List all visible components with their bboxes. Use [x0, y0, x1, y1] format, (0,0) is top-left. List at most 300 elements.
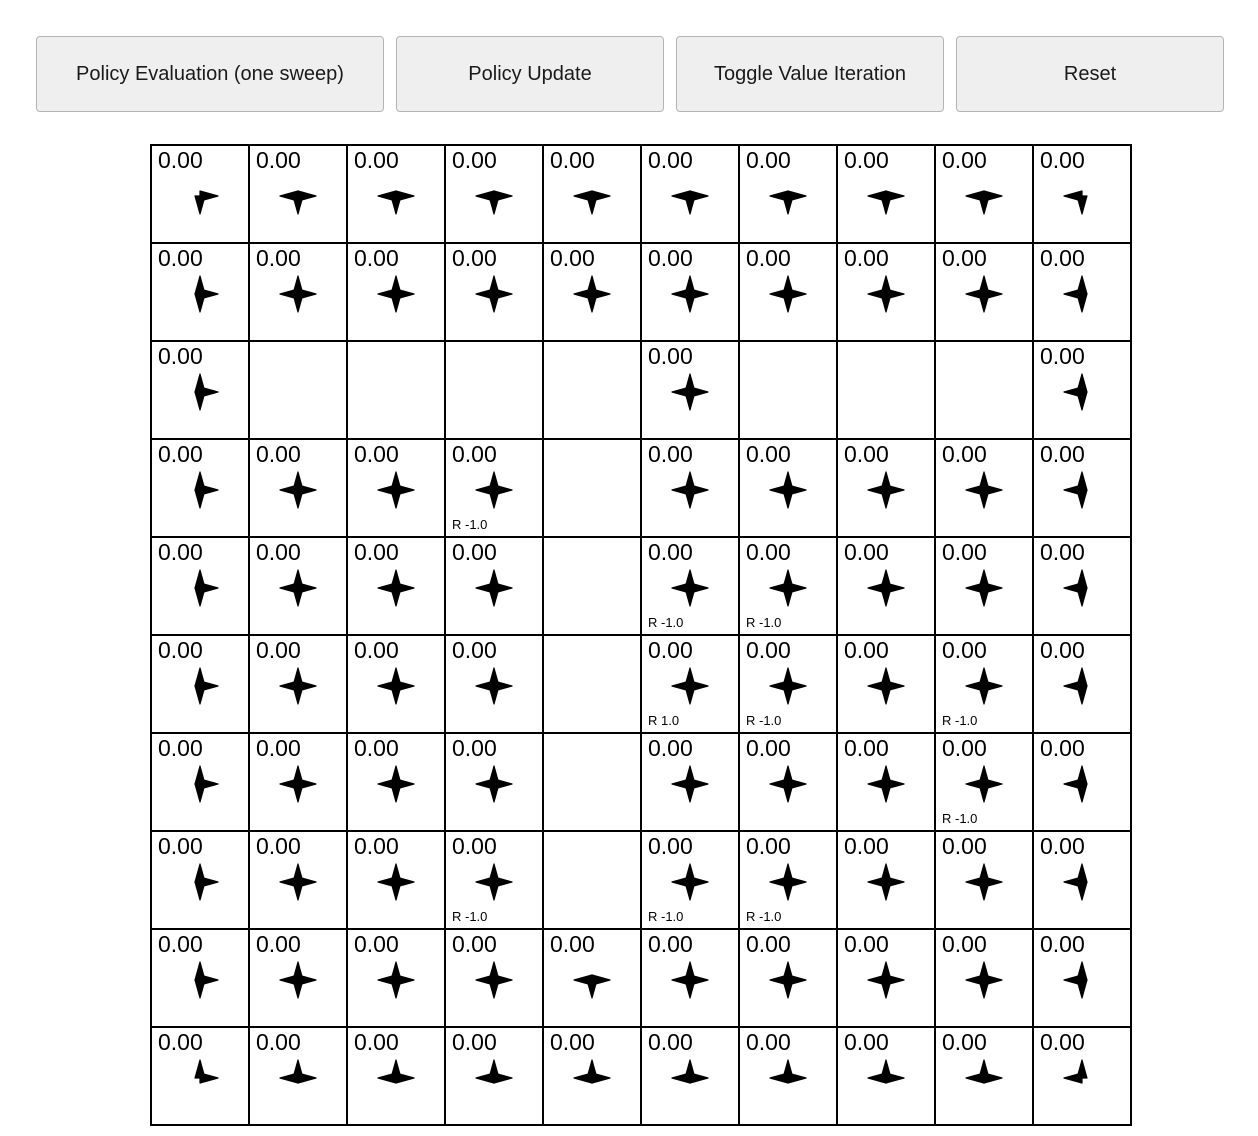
- grid-cell[interactable]: [249, 439, 347, 537]
- state-value: 0.00: [1040, 833, 1085, 859]
- policy-arrows-icon: [446, 664, 542, 708]
- grid-cell[interactable]: [249, 831, 347, 929]
- grid-cell-blocked[interactable]: [445, 341, 543, 439]
- grid-cell-inner: [642, 734, 738, 830]
- grid-cell-inner: [544, 146, 640, 242]
- grid-cell-inner: [446, 930, 542, 1026]
- grid-cell[interactable]: [935, 635, 1033, 733]
- policy-arrows-icon: [1034, 370, 1130, 414]
- grid-cell[interactable]: [151, 733, 249, 831]
- grid-cell[interactable]: [641, 831, 739, 929]
- grid-cell-inner: [446, 146, 542, 242]
- policy-arrows-icon: [348, 1056, 444, 1100]
- state-value: 0.00: [648, 343, 693, 369]
- grid-cell[interactable]: [445, 929, 543, 1027]
- grid-cell[interactable]: [1033, 733, 1131, 831]
- grid-cell-inner: [348, 636, 444, 732]
- grid-cell-blocked[interactable]: [543, 733, 641, 831]
- grid-row: [151, 537, 1131, 635]
- grid-cell[interactable]: [739, 1027, 837, 1125]
- grid-cell[interactable]: [1033, 243, 1131, 341]
- grid-cell[interactable]: [739, 439, 837, 537]
- grid-cell-inner: [348, 440, 444, 536]
- policy-arrows-icon: [838, 958, 934, 1002]
- state-value: 0.00: [158, 637, 203, 663]
- grid-cell[interactable]: [249, 635, 347, 733]
- state-value: 0.00: [648, 147, 693, 173]
- policy-arrows-icon: [544, 272, 640, 316]
- state-value: 0.00: [452, 539, 497, 565]
- grid-cell[interactable]: [347, 635, 445, 733]
- grid-cell[interactable]: [347, 733, 445, 831]
- policy-arrows-icon: [642, 272, 738, 316]
- grid-cell[interactable]: [641, 439, 739, 537]
- grid-cell-blocked[interactable]: [543, 537, 641, 635]
- policy-arrows-icon: [152, 370, 248, 414]
- grid-cell[interactable]: [445, 243, 543, 341]
- grid-cell-blocked[interactable]: [543, 439, 641, 537]
- policy-arrows-icon: [446, 1056, 542, 1100]
- grid-cell-inner: [740, 1028, 836, 1124]
- policy-arrows-icon: [838, 860, 934, 904]
- policy-arrows-icon: [446, 762, 542, 806]
- grid-cell[interactable]: [445, 145, 543, 243]
- grid-cell-inner: [446, 538, 542, 634]
- policy-arrows-icon: [1034, 958, 1130, 1002]
- grid-cell[interactable]: [837, 635, 935, 733]
- state-value: 0.00: [746, 735, 791, 761]
- grid-cell[interactable]: [935, 1027, 1033, 1125]
- policy-arrows-icon: [446, 566, 542, 610]
- grid-cell[interactable]: [347, 537, 445, 635]
- grid-cell-inner: [348, 832, 444, 928]
- state-value: 0.00: [942, 735, 987, 761]
- policy-arrows-icon: [544, 174, 640, 218]
- grid-cell[interactable]: [739, 929, 837, 1027]
- grid-cell-inner: [740, 538, 836, 634]
- policy-arrows-icon: [250, 664, 346, 708]
- grid-cell[interactable]: [641, 733, 739, 831]
- state-value: 0.00: [158, 343, 203, 369]
- grid-cell[interactable]: [935, 929, 1033, 1027]
- grid-cell-inner: [642, 538, 738, 634]
- policy-arrows-icon: [838, 174, 934, 218]
- state-value: 0.00: [746, 441, 791, 467]
- state-value: 0.00: [942, 147, 987, 173]
- state-value: 0.00: [1040, 931, 1085, 957]
- grid-cell[interactable]: [935, 439, 1033, 537]
- grid-cell-inner: [1034, 930, 1130, 1026]
- grid-cell[interactable]: [151, 635, 249, 733]
- grid-cell[interactable]: [935, 145, 1033, 243]
- grid-cell-inner: [152, 342, 248, 438]
- grid-cell[interactable]: [739, 831, 837, 929]
- grid-cell-inner: [250, 538, 346, 634]
- grid-cell-blocked[interactable]: [249, 341, 347, 439]
- state-value: 0.00: [452, 147, 497, 173]
- policy-arrows-icon: [936, 174, 1032, 218]
- grid-cell[interactable]: [641, 145, 739, 243]
- policy-update-button[interactable]: Policy Update: [396, 36, 664, 112]
- grid-cell[interactable]: [1033, 1027, 1131, 1125]
- reward-label: R -1.0: [746, 909, 782, 924]
- grid-cell[interactable]: [641, 929, 739, 1027]
- grid-cell[interactable]: [739, 537, 837, 635]
- grid-cell-blocked[interactable]: [543, 831, 641, 929]
- grid-row: [151, 1027, 1131, 1125]
- grid-cell-inner: [250, 930, 346, 1026]
- state-value: 0.00: [942, 245, 987, 271]
- grid-cell[interactable]: [347, 145, 445, 243]
- grid-cell-inner: [1034, 734, 1130, 830]
- grid-cell-inner: [838, 538, 934, 634]
- grid-cell-inner: [838, 930, 934, 1026]
- grid-cell[interactable]: [641, 1027, 739, 1125]
- grid-cell[interactable]: [935, 537, 1033, 635]
- grid-cell[interactable]: [151, 831, 249, 929]
- grid-cell[interactable]: [837, 537, 935, 635]
- grid-cell-inner: [1034, 244, 1130, 340]
- state-value: 0.00: [1040, 147, 1085, 173]
- grid-cell-blocked[interactable]: [543, 635, 641, 733]
- grid-cell[interactable]: [151, 1027, 249, 1125]
- state-value: 0.00: [1040, 343, 1085, 369]
- grid-cell[interactable]: [1033, 537, 1131, 635]
- policy-arrows-icon: [152, 174, 248, 218]
- grid-cell-inner: [348, 1028, 444, 1124]
- grid-cell-inner: [1034, 636, 1130, 732]
- toggle-value-iteration-button[interactable]: Toggle Value Iteration: [676, 36, 944, 112]
- state-value: 0.00: [746, 931, 791, 957]
- grid-cell[interactable]: [249, 929, 347, 1027]
- policy-arrows-icon: [838, 468, 934, 512]
- policy-evaluation-button[interactable]: Policy Evaluation (one sweep): [36, 36, 384, 112]
- grid-cell-inner: [446, 636, 542, 732]
- grid-cell[interactable]: [445, 1027, 543, 1125]
- grid-cell-inner: [446, 440, 542, 536]
- policy-arrows-icon: [642, 566, 738, 610]
- state-value: 0.00: [256, 931, 301, 957]
- policy-arrows-icon: [838, 664, 934, 708]
- state-value: 0.00: [648, 441, 693, 467]
- grid-cell[interactable]: [837, 929, 935, 1027]
- grid-cell[interactable]: [935, 733, 1033, 831]
- state-value: 0.00: [844, 539, 889, 565]
- state-value: 0.00: [550, 931, 595, 957]
- grid-row: [151, 929, 1131, 1027]
- grid-cell[interactable]: [837, 831, 935, 929]
- grid-cell[interactable]: [1033, 439, 1131, 537]
- policy-arrows-icon: [348, 468, 444, 512]
- state-value: 0.00: [354, 245, 399, 271]
- grid-cell-inner: [936, 636, 1032, 732]
- grid-cell-inner: [936, 930, 1032, 1026]
- grid-cell-inner: [838, 440, 934, 536]
- grid-cell-inner: [250, 636, 346, 732]
- grid-cell-inner: [250, 832, 346, 928]
- grid-cell[interactable]: [347, 1027, 445, 1125]
- grid-cell[interactable]: [641, 243, 739, 341]
- state-value: 0.00: [844, 931, 889, 957]
- state-value: 0.00: [256, 833, 301, 859]
- policy-arrows-icon: [348, 664, 444, 708]
- reward-label: R -1.0: [452, 909, 488, 924]
- grid-cell[interactable]: [543, 929, 641, 1027]
- grid-cell[interactable]: [837, 439, 935, 537]
- grid-cell[interactable]: [1033, 341, 1131, 439]
- grid-cell[interactable]: [641, 341, 739, 439]
- grid-cell-inner: [348, 538, 444, 634]
- reward-label: R -1.0: [942, 811, 978, 826]
- policy-arrows-icon: [152, 762, 248, 806]
- reset-button[interactable]: Reset: [956, 36, 1224, 112]
- grid-cell[interactable]: [347, 831, 445, 929]
- state-value: 0.00: [452, 833, 497, 859]
- grid-cell-inner: [250, 244, 346, 340]
- grid-cell[interactable]: [347, 243, 445, 341]
- reward-label: R 1.0: [648, 713, 680, 728]
- state-value: 0.00: [1040, 637, 1085, 663]
- state-value: 0.00: [648, 833, 693, 859]
- state-value: 0.00: [158, 735, 203, 761]
- policy-arrows-icon: [936, 272, 1032, 316]
- grid-cell[interactable]: [445, 439, 543, 537]
- policy-arrows-icon: [936, 664, 1032, 708]
- grid-cell-inner: [1034, 342, 1130, 438]
- grid-cell[interactable]: [249, 145, 347, 243]
- policy-arrows-icon: [838, 762, 934, 806]
- state-value: 0.00: [844, 441, 889, 467]
- state-value: 0.00: [354, 833, 399, 859]
- grid-cell-inner: [642, 1028, 738, 1124]
- state-value: 0.00: [746, 539, 791, 565]
- grid-cell[interactable]: [445, 831, 543, 929]
- policy-arrows-icon: [642, 1056, 738, 1100]
- policy-arrows-icon: [642, 370, 738, 414]
- state-value: 0.00: [158, 833, 203, 859]
- reward-label: R -1.0: [452, 517, 488, 532]
- grid-cell[interactable]: [739, 733, 837, 831]
- policy-arrows-icon: [250, 958, 346, 1002]
- policy-arrows-icon: [250, 566, 346, 610]
- state-value: 0.00: [1040, 539, 1085, 565]
- state-value: 0.00: [746, 833, 791, 859]
- policy-arrows-icon: [1034, 1056, 1130, 1100]
- grid-cell[interactable]: [543, 145, 641, 243]
- policy-arrows-icon: [936, 762, 1032, 806]
- grid-cell-blocked[interactable]: [347, 341, 445, 439]
- grid-cell-inner: [250, 1028, 346, 1124]
- grid-cell[interactable]: [1033, 831, 1131, 929]
- policy-arrows-icon: [544, 958, 640, 1002]
- state-value: 0.00: [354, 931, 399, 957]
- grid-cell[interactable]: [739, 243, 837, 341]
- grid-cell-inner: [250, 734, 346, 830]
- policy-arrows-icon: [740, 174, 836, 218]
- grid-cell[interactable]: [445, 635, 543, 733]
- policy-arrows-icon: [446, 272, 542, 316]
- grid-cell-inner: [838, 636, 934, 732]
- state-value: 0.00: [158, 931, 203, 957]
- grid-cell[interactable]: [1033, 145, 1131, 243]
- grid-cell-inner: [936, 440, 1032, 536]
- grid-cell-inner: [740, 440, 836, 536]
- grid-cell-inner: [1034, 832, 1130, 928]
- grid-cell-inner: [740, 636, 836, 732]
- grid-cell[interactable]: [347, 439, 445, 537]
- grid-cell[interactable]: [249, 733, 347, 831]
- policy-arrows-icon: [642, 174, 738, 218]
- grid-cell-blocked[interactable]: [837, 341, 935, 439]
- grid-cell[interactable]: [249, 243, 347, 341]
- policy-arrows-icon: [642, 860, 738, 904]
- policy-arrows-icon: [1034, 272, 1130, 316]
- grid-cell-inner: [838, 1028, 934, 1124]
- grid-cell-inner: [936, 734, 1032, 830]
- state-value: 0.00: [942, 833, 987, 859]
- grid-cell[interactable]: [1033, 929, 1131, 1027]
- policy-arrows-icon: [250, 174, 346, 218]
- grid-cell-inner: [348, 244, 444, 340]
- grid-cell-inner: [544, 930, 640, 1026]
- grid-row: [151, 439, 1131, 537]
- grid-cell[interactable]: [151, 145, 249, 243]
- state-value: 0.00: [452, 637, 497, 663]
- state-value: 0.00: [452, 245, 497, 271]
- state-value: 0.00: [158, 539, 203, 565]
- grid-cell[interactable]: [543, 243, 641, 341]
- grid-cell-inner: [446, 1028, 542, 1124]
- state-value: 0.00: [844, 637, 889, 663]
- grid-cell-inner: [642, 832, 738, 928]
- grid-cell[interactable]: [641, 635, 739, 733]
- state-value: 0.00: [1040, 735, 1085, 761]
- grid-cell-inner: [1034, 440, 1130, 536]
- grid-cell-inner: [152, 244, 248, 340]
- state-value: 0.00: [256, 441, 301, 467]
- grid-cell[interactable]: [151, 243, 249, 341]
- grid-cell[interactable]: [1033, 635, 1131, 733]
- grid-cell[interactable]: [445, 537, 543, 635]
- grid-cell-inner: [250, 146, 346, 242]
- state-value: 0.00: [1040, 441, 1085, 467]
- grid-cell[interactable]: [151, 439, 249, 537]
- grid-cell-inner: [642, 342, 738, 438]
- policy-arrows-icon: [740, 566, 836, 610]
- grid-cell[interactable]: [249, 537, 347, 635]
- policy-arrows-icon: [250, 860, 346, 904]
- grid-cell[interactable]: [249, 1027, 347, 1125]
- policy-arrows-icon: [642, 958, 738, 1002]
- grid-cell[interactable]: [151, 341, 249, 439]
- state-value: 0.00: [746, 1029, 791, 1055]
- policy-arrows-icon: [152, 566, 248, 610]
- grid-cell[interactable]: [935, 243, 1033, 341]
- state-value: 0.00: [648, 539, 693, 565]
- grid-cell[interactable]: [445, 733, 543, 831]
- policy-arrows-icon: [740, 958, 836, 1002]
- policy-arrows-icon: [348, 762, 444, 806]
- grid-row: [151, 733, 1131, 831]
- grid-cell[interactable]: [837, 145, 935, 243]
- state-value: 0.00: [746, 147, 791, 173]
- policy-arrows-icon: [250, 1056, 346, 1100]
- grid-cell-inner: [348, 146, 444, 242]
- grid-cell-inner: [1034, 1028, 1130, 1124]
- grid-row: [151, 831, 1131, 929]
- state-value: 0.00: [354, 539, 399, 565]
- state-value: 0.00: [942, 637, 987, 663]
- grid-cell-inner: [152, 930, 248, 1026]
- state-value: 0.00: [1040, 245, 1085, 271]
- policy-arrows-icon: [348, 958, 444, 1002]
- grid-cell-blocked[interactable]: [543, 341, 641, 439]
- state-value: 0.00: [158, 147, 203, 173]
- grid-cell[interactable]: [837, 1027, 935, 1125]
- grid-cell[interactable]: [837, 733, 935, 831]
- state-value: 0.00: [158, 245, 203, 271]
- grid-cell[interactable]: [543, 1027, 641, 1125]
- grid-cell-inner: [936, 146, 1032, 242]
- grid-cell[interactable]: [347, 929, 445, 1027]
- grid-cell[interactable]: [151, 537, 249, 635]
- policy-arrows-icon: [740, 272, 836, 316]
- state-value: 0.00: [648, 931, 693, 957]
- grid-cell-blocked[interactable]: [739, 341, 837, 439]
- state-value: 0.00: [354, 1029, 399, 1055]
- policy-arrows-icon: [152, 1056, 248, 1100]
- grid-cell[interactable]: [151, 929, 249, 1027]
- state-value: 0.00: [648, 245, 693, 271]
- state-value: 0.00: [942, 441, 987, 467]
- grid-cell-inner: [642, 146, 738, 242]
- state-value: 0.00: [942, 931, 987, 957]
- state-value: 0.00: [354, 441, 399, 467]
- policy-arrows-icon: [936, 468, 1032, 512]
- grid-cell[interactable]: [641, 537, 739, 635]
- grid-cell-inner: [250, 440, 346, 536]
- policy-arrows-icon: [1034, 860, 1130, 904]
- grid-cell[interactable]: [935, 831, 1033, 929]
- state-value: 0.00: [256, 735, 301, 761]
- grid-cell[interactable]: [739, 145, 837, 243]
- grid-cell[interactable]: [837, 243, 935, 341]
- state-value: 0.00: [746, 637, 791, 663]
- grid-cell-inner: [838, 146, 934, 242]
- grid-cell[interactable]: [739, 635, 837, 733]
- grid-cell-inner: [642, 636, 738, 732]
- policy-arrows-icon: [1034, 566, 1130, 610]
- state-value: 0.00: [844, 245, 889, 271]
- grid-cell-inner: [446, 244, 542, 340]
- state-value: 0.00: [452, 441, 497, 467]
- state-value: 0.00: [1040, 1029, 1085, 1055]
- toolbar: [36, 36, 1224, 112]
- state-value: 0.00: [550, 147, 595, 173]
- policy-arrows-icon: [740, 664, 836, 708]
- policy-arrows-icon: [1034, 664, 1130, 708]
- state-value: 0.00: [354, 735, 399, 761]
- policy-arrows-icon: [250, 468, 346, 512]
- grid-cell-inner: [152, 538, 248, 634]
- policy-arrows-icon: [642, 468, 738, 512]
- grid-cell-inner: [348, 930, 444, 1026]
- grid-cell-inner: [1034, 538, 1130, 634]
- grid-cell-inner: [936, 1028, 1032, 1124]
- policy-arrows-icon: [152, 958, 248, 1002]
- grid-cell-blocked[interactable]: [935, 341, 1033, 439]
- grid-cell-inner: [936, 538, 1032, 634]
